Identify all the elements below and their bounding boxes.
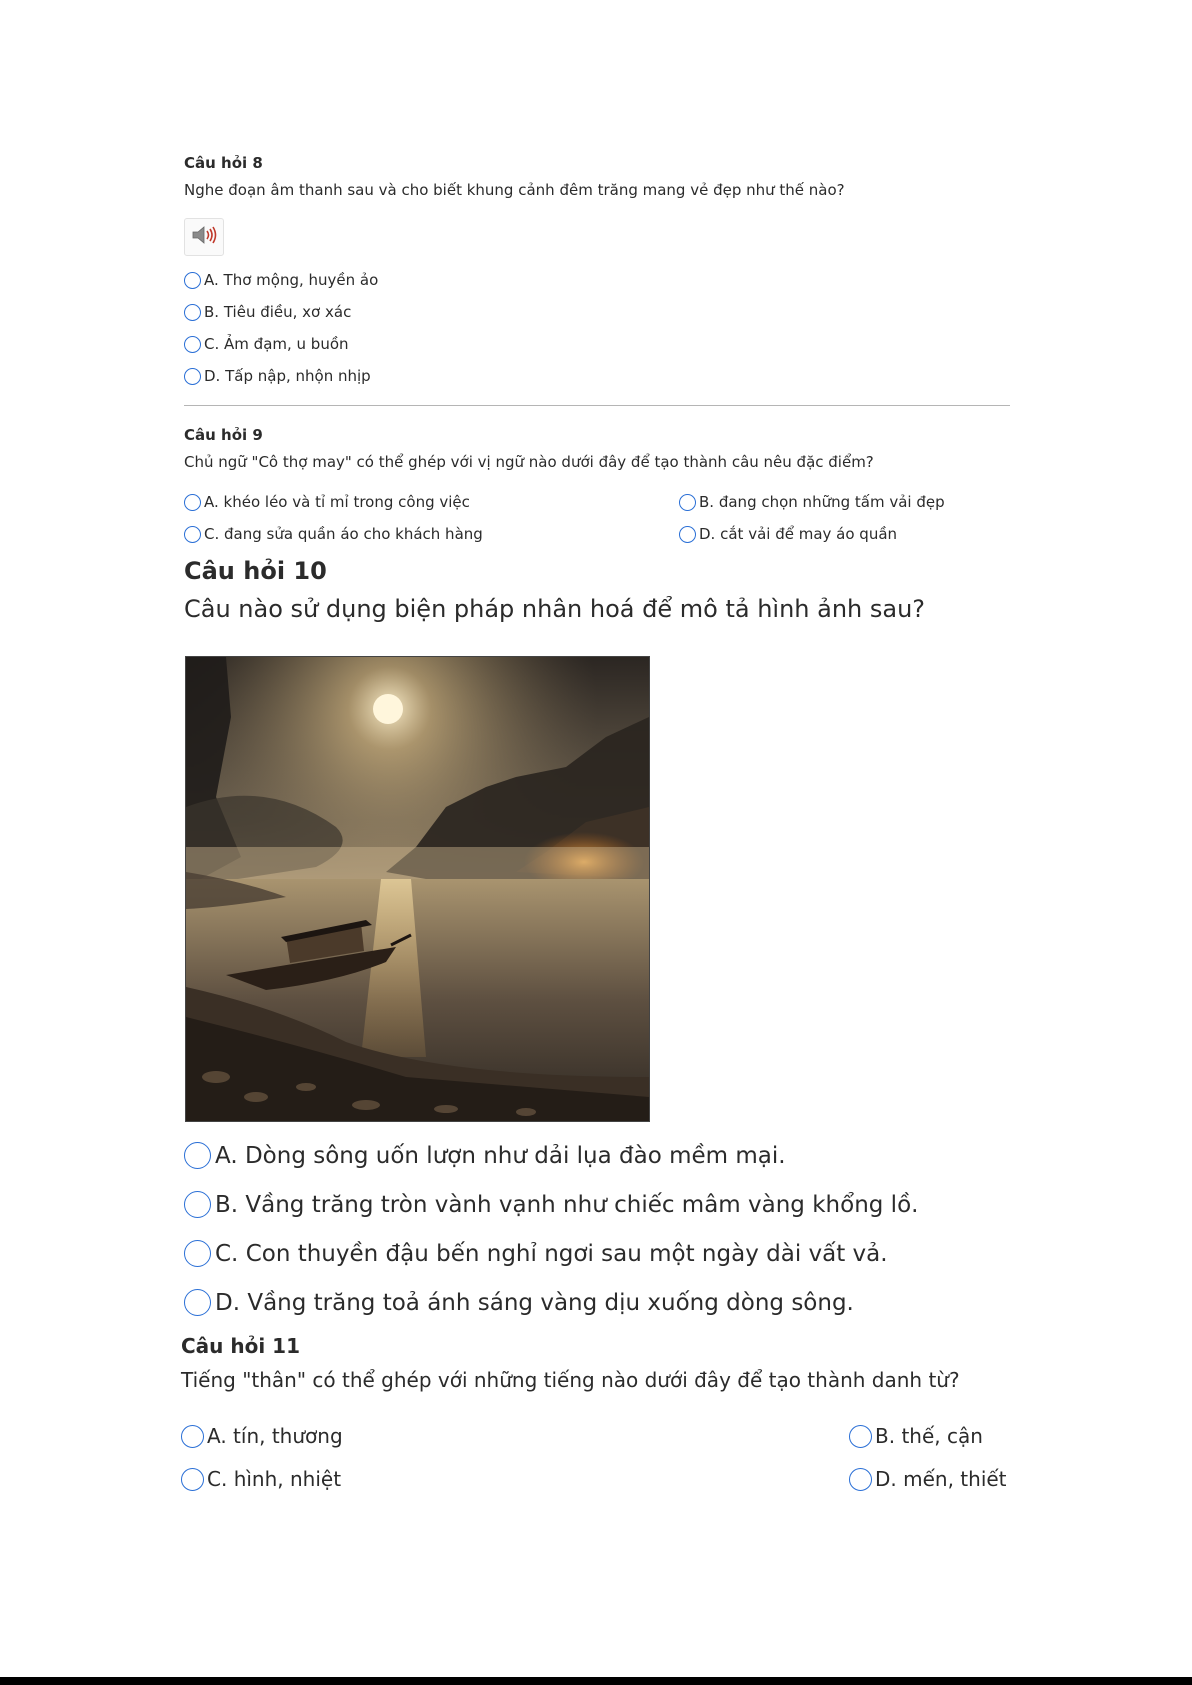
option-text: mến, thiết bbox=[903, 1467, 1007, 1491]
option-letter: C. bbox=[207, 1467, 228, 1491]
option-c[interactable] bbox=[184, 525, 483, 543]
question-text: Câu nào sử dụng biện pháp nhân hoá để mô tả hình ảnh sau? bbox=[184, 595, 926, 623]
radio-button[interactable] bbox=[679, 526, 696, 543]
question-8-header bbox=[184, 154, 1010, 199]
option-b[interactable] bbox=[679, 493, 945, 511]
radio-button[interactable] bbox=[849, 1425, 872, 1448]
question-title: Câu hỏi 9 bbox=[184, 426, 263, 444]
question-9-header bbox=[184, 426, 1010, 471]
option-letter: A. bbox=[204, 493, 219, 511]
option-text: đang chọn những tấm vải đẹp bbox=[718, 493, 945, 511]
question-text: Chủ ngữ "Cô thợ may" có thể ghép với vị ngữ nào dưới đây để tạo thành câu nêu đặc điểm? bbox=[184, 453, 874, 471]
option-b[interactable] bbox=[184, 1191, 918, 1218]
radio-button[interactable] bbox=[184, 368, 201, 385]
option-letter: D. bbox=[215, 1289, 241, 1316]
radio-button[interactable] bbox=[184, 336, 201, 353]
option-text: Dòng sông uốn lượn như dải lụa đào mềm mại. bbox=[244, 1142, 786, 1169]
option-text: Vầng trăng toả ánh sáng vàng dịu xuống dòng sông. bbox=[247, 1289, 854, 1316]
option-letter: B. bbox=[875, 1424, 896, 1448]
option-a[interactable] bbox=[181, 1424, 343, 1448]
option-b[interactable] bbox=[849, 1424, 983, 1448]
option-letter: D. bbox=[204, 367, 221, 385]
question-title: Câu hỏi 10 bbox=[184, 557, 327, 585]
radio-button[interactable] bbox=[181, 1425, 204, 1448]
option-d[interactable] bbox=[184, 367, 371, 385]
question-10-header bbox=[184, 557, 1010, 623]
radio-button[interactable] bbox=[679, 494, 696, 511]
option-text: đang sửa quần áo cho khách hàng bbox=[224, 525, 483, 543]
question-title: Câu hỏi 11 bbox=[181, 1334, 301, 1358]
radio-button[interactable] bbox=[184, 1240, 211, 1267]
moonlit-river-image bbox=[185, 656, 650, 1122]
option-letter: A. bbox=[207, 1424, 227, 1448]
option-text: thế, cận bbox=[901, 1424, 983, 1448]
option-a[interactable] bbox=[184, 1142, 786, 1169]
option-d[interactable] bbox=[849, 1467, 1007, 1491]
option-letter: D. bbox=[875, 1467, 897, 1491]
option-letter: C. bbox=[215, 1240, 239, 1267]
option-text: Ảm đạm, u buồn bbox=[224, 335, 349, 353]
option-letter: A. bbox=[204, 271, 219, 289]
page-bottom-bar bbox=[0, 1677, 1192, 1685]
option-a[interactable] bbox=[184, 493, 470, 511]
question-text: Nghe đoạn âm thanh sau và cho biết khung cảnh đêm trăng mang vẻ đẹp như thế nào? bbox=[184, 181, 845, 199]
option-c[interactable] bbox=[184, 1240, 888, 1267]
option-letter: D. bbox=[699, 525, 716, 543]
radio-button[interactable] bbox=[184, 1289, 211, 1316]
radio-button[interactable] bbox=[184, 272, 201, 289]
option-a[interactable] bbox=[184, 271, 378, 289]
option-text: Thơ mộng, huyền ảo bbox=[223, 271, 379, 289]
option-letter: A. bbox=[215, 1142, 238, 1169]
option-c[interactable] bbox=[181, 1467, 341, 1491]
radio-button[interactable] bbox=[849, 1468, 872, 1491]
radio-button[interactable] bbox=[184, 1142, 211, 1169]
option-text: hình, nhiệt bbox=[233, 1467, 342, 1491]
option-text: khéo léo và tỉ mỉ trong công việc bbox=[223, 493, 470, 511]
play-audio-button[interactable] bbox=[184, 218, 224, 256]
option-d[interactable] bbox=[679, 525, 897, 543]
option-text: Con thuyền đậu bến nghỉ ngơi sau một ngày dài vất vả. bbox=[245, 1240, 888, 1267]
option-text: Tiêu điều, xơ xác bbox=[223, 303, 352, 321]
option-text: tín, thương bbox=[233, 1424, 343, 1448]
option-text: Vầng trăng tròn vành vạnh như chiếc mâm vàng khổng lồ. bbox=[245, 1191, 919, 1218]
question-text: Tiếng "thân" có thể ghép với những tiếng nào dưới đây để tạo thành danh từ? bbox=[181, 1368, 960, 1392]
option-d[interactable] bbox=[184, 1289, 854, 1316]
radio-button[interactable] bbox=[184, 304, 201, 321]
speaker-icon bbox=[190, 223, 218, 251]
option-text: Tấp nập, nhộn nhịp bbox=[225, 367, 371, 385]
radio-button[interactable] bbox=[184, 526, 201, 543]
option-b[interactable] bbox=[184, 303, 351, 321]
option-letter: B. bbox=[204, 303, 220, 321]
question-divider bbox=[184, 405, 1010, 406]
option-letter: C. bbox=[204, 335, 220, 353]
question-11-header bbox=[181, 1334, 1007, 1392]
radio-button[interactable] bbox=[181, 1468, 204, 1491]
question-title: Câu hỏi 8 bbox=[184, 154, 263, 172]
option-letter: B. bbox=[699, 493, 715, 511]
option-c[interactable] bbox=[184, 335, 349, 353]
radio-button[interactable] bbox=[184, 494, 201, 511]
option-text: cắt vải để may áo quần bbox=[720, 525, 898, 543]
option-letter: C. bbox=[204, 525, 220, 543]
radio-button[interactable] bbox=[184, 1191, 211, 1218]
option-letter: B. bbox=[215, 1191, 239, 1218]
